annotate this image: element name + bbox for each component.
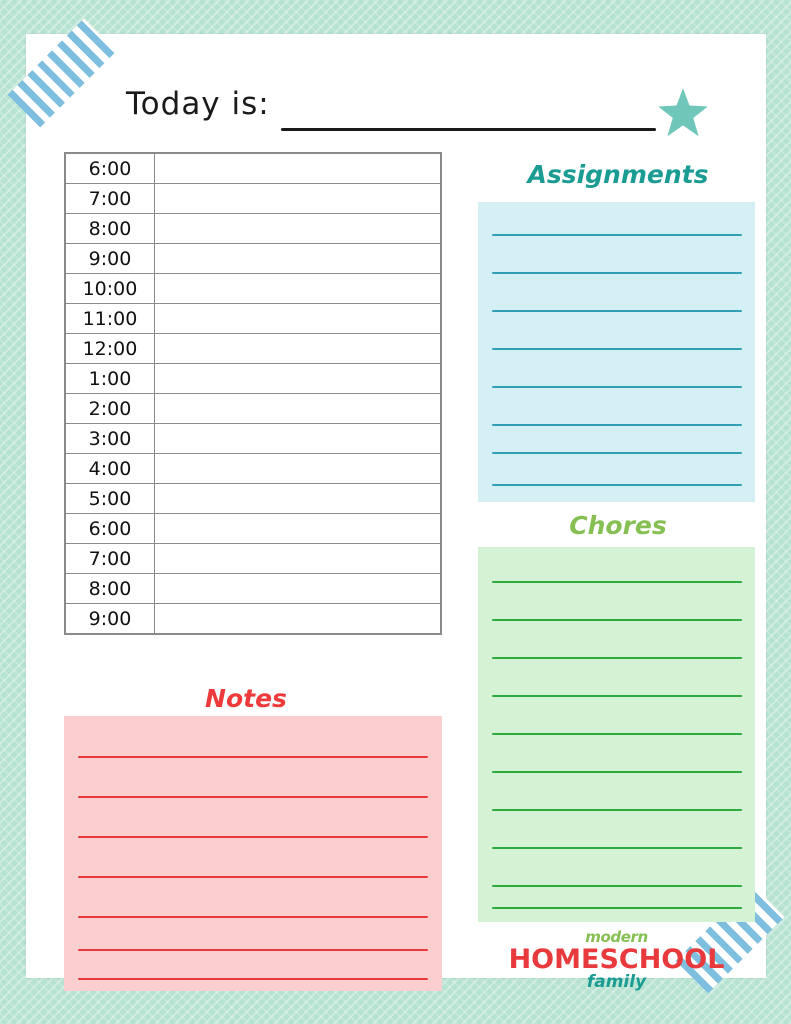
- table-row[interactable]: [65, 184, 441, 214]
- schedule-rows: [65, 153, 441, 634]
- schedule-time: 12:00: [65, 334, 154, 364]
- table-row[interactable]: [65, 304, 441, 334]
- table-row[interactable]: [65, 604, 441, 635]
- chores-rule[interactable]: [492, 619, 742, 621]
- schedule-time: 9:00: [65, 604, 154, 635]
- chores-rule[interactable]: [492, 733, 742, 735]
- schedule-entry-field[interactable]: [154, 394, 441, 424]
- notes-rule[interactable]: [78, 796, 428, 798]
- table-row[interactable]: [65, 424, 441, 454]
- schedule-time: 2:00: [65, 394, 154, 424]
- assignments-rule[interactable]: [492, 310, 742, 312]
- page-title: Today is:: [126, 86, 270, 122]
- table-row[interactable]: [65, 274, 441, 304]
- assignments-rule[interactable]: [492, 348, 742, 350]
- schedule-entry-field[interactable]: [154, 304, 441, 334]
- chores-heading: Chores: [569, 511, 667, 540]
- schedule-entry-field[interactable]: [154, 334, 441, 364]
- chores-rule[interactable]: [492, 695, 742, 697]
- notes-box[interactable]: [64, 716, 442, 991]
- chores-rule[interactable]: [492, 771, 742, 773]
- logo-line-family: family: [586, 972, 647, 992]
- schedule-time: 8:00: [65, 574, 154, 604]
- schedule-time: 7:00: [65, 544, 154, 574]
- notes-heading: Notes: [205, 684, 287, 713]
- notes-rule[interactable]: [78, 876, 428, 878]
- schedule-time: 10:00: [65, 274, 154, 304]
- schedule-entry-field[interactable]: [154, 544, 441, 574]
- assignments-rule[interactable]: [492, 272, 742, 274]
- table-row[interactable]: [65, 454, 441, 484]
- schedule-time: 9:00: [65, 244, 154, 274]
- schedule-entry-field[interactable]: [154, 153, 441, 184]
- assignments-heading: Assignments: [527, 160, 709, 189]
- printable-sheet: [26, 34, 766, 992]
- schedule-entry-field[interactable]: [154, 244, 441, 274]
- notes-rule[interactable]: [78, 916, 428, 918]
- table-row[interactable]: [65, 484, 441, 514]
- notes-rule[interactable]: [78, 836, 428, 838]
- chores-rule[interactable]: [492, 809, 742, 811]
- logo-line-modern: modern: [585, 928, 648, 946]
- assignments-rule[interactable]: [492, 386, 742, 388]
- assignments-box[interactable]: [478, 202, 755, 502]
- schedule-entry-field[interactable]: [154, 604, 441, 635]
- schedule-entry-field[interactable]: [154, 424, 441, 454]
- assignments-rule[interactable]: [492, 484, 742, 486]
- chores-rule[interactable]: [492, 885, 742, 887]
- schedule-time: 5:00: [65, 484, 154, 514]
- notes-rule[interactable]: [78, 949, 428, 951]
- schedule-entry-field[interactable]: [154, 454, 441, 484]
- assignments-rule[interactable]: [492, 234, 742, 236]
- schedule-time: 7:00: [65, 184, 154, 214]
- table-row[interactable]: [65, 214, 441, 244]
- table-row[interactable]: [65, 514, 441, 544]
- schedule-entry-field[interactable]: [154, 514, 441, 544]
- table-row[interactable]: [65, 574, 441, 604]
- table-row[interactable]: [65, 244, 441, 274]
- schedule-entry-field[interactable]: [154, 364, 441, 394]
- assignments-rule[interactable]: [492, 424, 742, 426]
- chores-rule[interactable]: [492, 847, 742, 849]
- star-icon: [656, 86, 710, 140]
- schedule-time: 1:00: [65, 364, 154, 394]
- notes-rule[interactable]: [78, 978, 428, 980]
- schedule-entry-field[interactable]: [154, 484, 441, 514]
- schedule-time: 4:00: [65, 454, 154, 484]
- schedule-entry-field[interactable]: [154, 574, 441, 604]
- chores-box[interactable]: [478, 547, 755, 922]
- schedule-entry-field[interactable]: [154, 184, 441, 214]
- logo-line-homeschool: HOMESCHOOL: [508, 944, 725, 975]
- notes-rule[interactable]: [78, 756, 428, 758]
- chores-rule[interactable]: [492, 907, 742, 909]
- schedule-entry-field[interactable]: [154, 214, 441, 244]
- schedule-time: 6:00: [65, 514, 154, 544]
- daily-schedule-table: [64, 152, 442, 635]
- table-row[interactable]: [65, 364, 441, 394]
- header: [26, 58, 766, 128]
- schedule-time: 11:00: [65, 304, 154, 334]
- chores-rule[interactable]: [492, 657, 742, 659]
- table-row[interactable]: [65, 334, 441, 364]
- schedule-time: 3:00: [65, 424, 154, 454]
- assignments-rule[interactable]: [492, 452, 742, 454]
- table-row[interactable]: [65, 544, 441, 574]
- date-write-in-line[interactable]: [281, 128, 656, 131]
- table-row[interactable]: [65, 153, 441, 184]
- schedule-time: 8:00: [65, 214, 154, 244]
- schedule-entry-field[interactable]: [154, 274, 441, 304]
- table-row[interactable]: [65, 394, 441, 424]
- schedule-time: 6:00: [65, 153, 154, 184]
- chores-rule[interactable]: [492, 581, 742, 583]
- brand-logo: [478, 930, 755, 991]
